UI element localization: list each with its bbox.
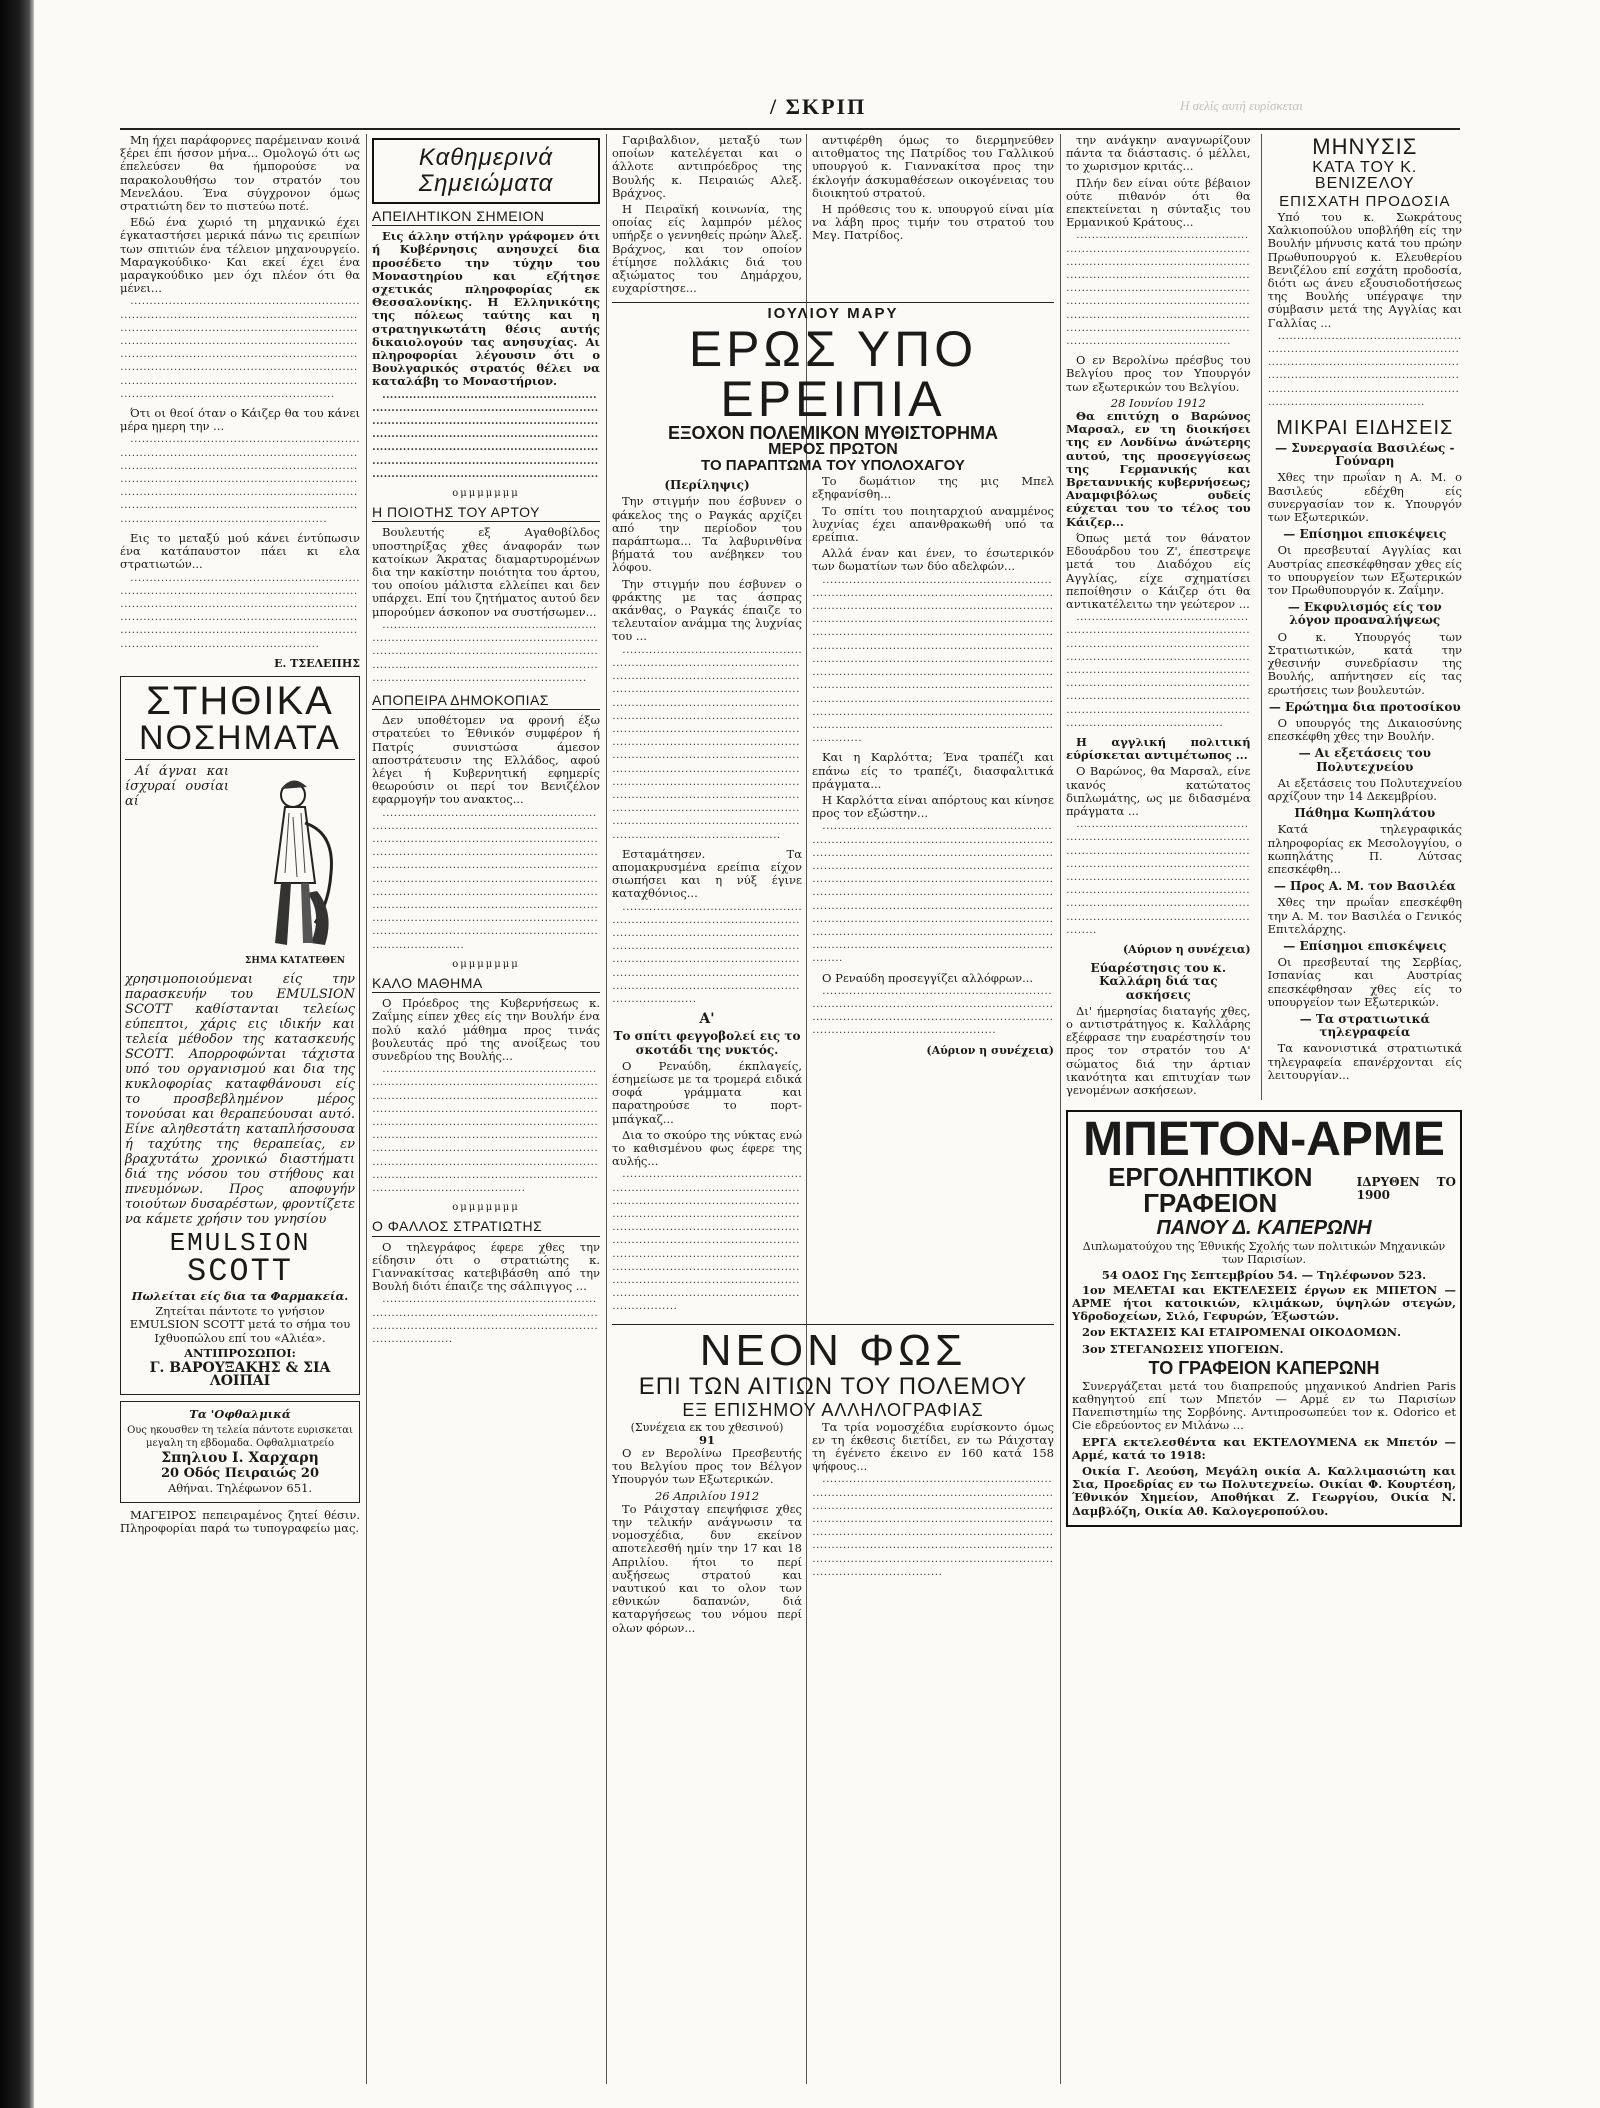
chapter-paragraph: Δια το σκούρο της νύκτας ενώ το καθισμένου φως έφερε της αυλής... bbox=[612, 1127, 802, 1169]
note-title: ΑΠΟΠΕΙΡΑ ΔΗΜΟΚΟΠΙΑΣ bbox=[372, 694, 600, 710]
article-paragraph: Μη ήχει παράφορνες παρέμειναν κοινά ξέρει έπι ήσσον μήνα... Ομολογώ ότι ως έπελεύσεν θα ήμπορούσε να παρακολουθήσω τον στρατόν του Μενελάου. Ένα σύγχρονον όμως στρατιώτη δεν το πιστεύω ποτέ. bbox=[120, 134, 360, 214]
illegible-text: ······························································································································································································································································································································································································································································································································································································································································································································································································ bbox=[812, 576, 1054, 748]
ad-representatives-label: ΑΝΤΙΠΡΟΣΩΠΟΙ: bbox=[184, 1345, 296, 1360]
news-item-title: — Ερώτημα δια προτοσίκου bbox=[1268, 699, 1461, 714]
chapter-paragraph: Η Καρλόττα είναι απόρτους και κίνησε προς τον εξώστην... bbox=[812, 792, 1054, 821]
big-ad-desc: Διπλωματούχου της Έθνικής Σχολής των πολιτικών Μηχανικών των Παρισίων. bbox=[1082, 1240, 1446, 1267]
note-title: ΚΑΛΟ ΜΑΘΗΜΑ bbox=[372, 977, 600, 993]
section-header-line-2: Σημειώματα bbox=[418, 170, 554, 197]
serial-synopsis-label: (Περίληψις) bbox=[664, 478, 750, 493]
news-item-body: Κατά τηλεγραφικάς πληροφορίας εκ Μεσολογγίου, ο κωπηλάτης Π. Λύτσας επεσκέφθη... bbox=[1267, 822, 1462, 876]
big-ad-title: ΜΠΕΤΟΝ-ΑΡΜΕ bbox=[1083, 1113, 1445, 1167]
date-line: 28 Ιουνίου 1912 bbox=[1110, 395, 1206, 410]
news-item-body: Ο υπουργός της Δικαιοσύνης επεσκέφθη χθες την Βουλήν. bbox=[1267, 715, 1462, 744]
note-body: Εις άλλην στήλην γράφομεν ότι ή Κυβέρνησις ανησυχεί δια προσέδετο την τύχην του Μοναστηρίου και εζήτησε σχετικάς πληροφορίας εκ Θεσσαλονίκης. Η Ελληνικότης της πόλεως ταύτης και η στρατηγικωτάτη θέσις αυτής δικαιολογούν τας ανησυχίας. Αι πληροφορίαι λέγουσιν ότι ο Βουλγαρικός στρατός θέλει να καταλάβη το Μοναστήριον. bbox=[372, 229, 600, 389]
divider bbox=[125, 759, 355, 760]
illegible-text: ··································································································································································································································································································································································································································································································································································································································· bbox=[372, 809, 598, 954]
col4-right-article bbox=[1066, 134, 1251, 1100]
article-paragraph: Θα επιτύχη ο Βαρώνος Μαρσαλ, εν τη διοικήσει της εν Λονδίνω άνώτερης αυτού, της προσεγγίσεως της Γερμανικής και Βρεταννικής κυβερνήσεως; Αναμφιβόλως ουδείς εύχεται του το τέλος του Κάιζερ... bbox=[1066, 409, 1251, 529]
note-title: Ο ΦΑΛΛΟΣ ΣΤΡΑΤΙΩΤΗΣ bbox=[372, 1220, 600, 1236]
top-continuation bbox=[612, 134, 1054, 298]
separator: ομμμμμμμ bbox=[452, 1202, 520, 1214]
serial-part: ΜΕΡΟΣ ΠΡΩΤΟΝ bbox=[768, 440, 898, 458]
news-item-title: — Επίσημοι επισκέψεις bbox=[1283, 527, 1447, 542]
note-body: Βουλευτής εξ Αγαθοβίλδος υποστηρίξας χθες άναφοράν των κατοίκων Άκρατας διαμαρτυρομένων δια την κακίστην ποιότητα του άρτου, του οποίου μάλιστα ελλείπει και δεν υπάρχει. Επί του ζητήματος αυτού δεν μπορούμεν άσκοπον να συστήσωμεν... bbox=[372, 525, 600, 619]
ad-brand-line-1: EMULSION bbox=[169, 1227, 311, 1258]
chapter-title: Το σπίτι φεγγοβολεί εις το σκοτάδι της νυκτός. bbox=[613, 1029, 801, 1057]
section-body: Δι' ήμερησίας διαταγής χθες, ο αντιστράτηγος κ. Καλλάρης εξέφρασε την ευαρέστησίν του προς τον στρατόν του Α' σώματος διά την άρτιαν ικανότητα και επιτυχίαν των γενομένων ασκήσεων. bbox=[1066, 1003, 1251, 1098]
serial-paragraph: Αλλά έναν και ένεν, το έσωτερικόν των δωματίων των δύο αδελφών... bbox=[812, 546, 1054, 574]
chapter-paragraph: Ο Ρεναύδη, έκπλαγείς, έσημείωσε με τα τρομερά ειδικά σοφά γράμματα και παρατηρούσε το πορτ-μπάγκαζ... bbox=[612, 1058, 802, 1126]
separator: ομμμμμμμ bbox=[452, 488, 520, 500]
news-item-title: — Προς Α. Μ. τον Βασιλέα bbox=[1273, 879, 1456, 894]
opt-text: Ους ηκουσθεν τη τελεία πάντοτε ευρισκεται μεγαλη τη εβδομαδα. Οφθαλμιατρείο bbox=[127, 1424, 353, 1449]
news-item-body: Χθες την πρωΐαν η Α. Μ. ο Βασιλεύς εδέχθη είς συνεργασίαν τον κ. Υπουργόν των Εξωτερικών. bbox=[1267, 470, 1462, 525]
ad-figure-caption: ΣΗΜΑ ΚΑΤΑΤΕΘΕΝ bbox=[245, 955, 345, 966]
to-be-continued: (Αύριον η συνέχεια) bbox=[926, 1043, 1054, 1057]
illegible-text: ························································································································································································································································································································································································································································································ bbox=[812, 1476, 1054, 1581]
illegible-text: ····································································································································································································································································································································································································· bbox=[1066, 821, 1250, 939]
big-ad-office-body: Συνεργάζεται μετά του διαπρεπούς μηχανικού Andrien Paris καθηγητού επί των Μπετόν — Αρμέ εν τω Παρισίων Πανεπιστημίω της Σορβόνης. Αντιπροσωπεύει τον κ. Odorico et Cie εδρεύοντος εν Μιλάνω ... bbox=[1072, 1378, 1456, 1433]
chapter-label: Α' bbox=[699, 1011, 715, 1028]
article-paragraph: Η Πειραϊκή κοινωνία, της οποίας είς λαμπρόν μέλος υπήρξε ο γεννηθείς πρώην Άλεξ. Βράχνος, και τον οποίον έτίμησε πολλάκις διά του αξιώματος του Δημάρχου, ευχαρίστησε... bbox=[612, 202, 802, 296]
note-body: Δεν υποθέτομεν να φρονή έξω στρατεύει το Έθνικόν συμφέρον ή Πατρίς συνιστώσα άμεσον αποστράτευσιν της Ελλάδος, αφού λέγει ή Κυβερνητική εφημερίς θεωρούσιν οι περί τον Βενιζέλον εφαρμογήν του ανακτος... bbox=[372, 713, 600, 807]
article-paragraph: αντιφέρθη όμως το διερμηνεύθεν αιτοθματος της Πατρίδος του Γαλλικού υπουργού κ. Γιαννακίτσα προς την έκλογήν άσκυμαθέσεων οικογένειας του διοικητού στρατού. bbox=[812, 134, 1054, 200]
ad-body: Αί άγναι και ίσχυραί ουσίαι αί χρησιμοποιούμεναι είς την παρασκευήν του EMULSION SCOTT καθίστανται τελείως εύπεπτοι, χάρις εις ιδικήν και τελεία μέθοδον της κατασκευής SCOTT. Απορροφώνται τάχιστα υπό του οργανισμού και δια της κυκλοφορίας καταφθάνουσι είς το προσβεβλημένον μέρος τονούσαι και θεραπεύουσαι αυτό. Είνε αληθεστάτη καταπλήσσουσα ή ταχύτης της θεραπείας, εν βραχυτάτω χρονικώ διαστήματι διά της νόσου του στήθους και πνευμόνων. Προς αποφυγήν τοιούτων δυσαρέστων, φροντίζετε να κάμετε χρήσιν του γνησίου bbox=[125, 763, 355, 1227]
news-item-body: Οι πρεσβευταί της Σερβίας, Ισπανίας και Αυστρίας επεσκέφθησαν χθες είς το υπουργείον των Εξωτερικών. bbox=[1267, 955, 1462, 1009]
serial-subtitle: ΕΞΟΧΟΝ ΠΟΛΕΜΙΚΟΝ ΜΥΘΙΣΤΟΡΗΜΑ bbox=[667, 422, 999, 443]
news-item-body: Οι πρεσβευταί Αγγλίας και Αυστρίας επεσκέφθησαν χθες είς το υπουργείον των Εξωτερικών τον Πρωθυπουργόν κ. Ζαΐμην. bbox=[1267, 543, 1462, 598]
chapter-paragraph: Ο Ρεναύδη προσεγγίζει αλλόφρων... bbox=[822, 970, 1034, 985]
note-body: Ο τηλεγράφος έφερε χθες την είδησιν ότι ο στρατιώτης κ. Γιαννακίτσας κατεβιβάσθη από την Βουλή διότι έπαιζε της σάλπιγγος ... bbox=[372, 1239, 600, 1294]
illegible-text: ······································································································································································································································································································································································································································ bbox=[1066, 614, 1250, 732]
news-item-title: Πάθημα Κωπηλάτου bbox=[1294, 806, 1436, 821]
serial-paragraph: Το σπίτι του ποιηταρχιού αναμμένος λυχνίας έχει απανθρακωθή υπό τα ερείπια. bbox=[812, 503, 1054, 545]
news-main-header: ΜΗΝΥΣΙΣ bbox=[1312, 134, 1418, 159]
article-paragraph: την ανάγκην αναγνωρίζουν πάντα τα διάστασις. ό μέλλει, το χωρισμον κριτάς... bbox=[1066, 134, 1251, 174]
neo-letter-head: Ο εν Βερολίνω Πρεσβευτής του Βελγίου προς τον Βέλγον Υπουργόν των Εξωτερικών. bbox=[612, 1446, 802, 1487]
big-ad-owner: ΠΑΝΟΥ Δ. ΚΑΠΕΡΩΝΗ bbox=[1156, 1217, 1372, 1240]
bleed-through-text: Η σελίς αυτή ευρίσκεται bbox=[1180, 98, 1303, 113]
note-body: Ο Πρόεδρος της Κυβερνήσεως κ. Ζαΐμης είπεν χθες είς την Βουλήν ένα πολύ καλό μάθημα προς τινάς βουλευτάς πρό της ανοίξεως του συνεδρίου της Βουλής... bbox=[372, 996, 600, 1063]
neo-date: 26 Απριλίου 1912 bbox=[654, 1488, 760, 1503]
serial-paragraph: Το δωμάτιον της μις Μπελ εξηφανίσθη... bbox=[812, 474, 1054, 502]
column-rule bbox=[1060, 134, 1061, 2084]
section-header-line-1: Καθημερινά bbox=[418, 144, 554, 171]
big-ad-sub: ΕΡΓΟΛΗΠΤΙΚΟΝ ΓΡΑΦΕΙΟΝ bbox=[1108, 1162, 1313, 1219]
big-ad-item: 1ον ΜΕΛΕΤΑΙ και ΕΚΤΕΛΕΣΕΙΣ έργων εκ ΜΠΕΤΟΝ — ΑΡΜΕ ήτοι κατοικιών, κλιμάκων, ύψηλών στεγών, Υδροδοχείων, Σιλό, Γεφυρών, Έξωστών. bbox=[1072, 1282, 1456, 1324]
serial-paragraph: Και η Καρλόττα; Ένα τραπέζι και επάνω είς το τραπέζι, διασφαλιτικά πράγματα... bbox=[812, 750, 1054, 791]
illegible-text: ································································································································································································································································································· bbox=[372, 621, 598, 687]
article-signature: Ε. ΤΣΕΛΕΠΗΣ bbox=[274, 656, 360, 670]
column-3-4 bbox=[612, 134, 1054, 2084]
article-paragraph: Εδώ ένα χωριό τη μηχανικώ έχει έγκαταστήσει μερικά πάνω τις ερειπίων των σπιτιών ένα τέλειον μηχανουργείο. Μαραγκούδικο· Και εκεί έχει ένα μαραγκούδικο μεν όχι πλέον ότι θα μένει... bbox=[120, 215, 360, 296]
news-item-body: Χθες την πρωΐαν επεσκέφθη την Α. Μ. τον Βασιλέα ο Γενικός Επιτελάρχης. bbox=[1267, 895, 1462, 936]
big-ad-founded: ΙΔΡΥΘΕΝ ΤΟ 1900 bbox=[1356, 1175, 1456, 1203]
news-main-header: ΚΑΤΑ ΤΟΥ Κ. ΒΕΝΙΖΕΛΟΥ bbox=[1312, 159, 1418, 192]
illegible-text: ··································································································································································································· bbox=[372, 1296, 598, 1349]
col5-top bbox=[1066, 134, 1462, 1100]
neo-paragraph: Τα τρία νομοσχέδια ευρίσκοντο όμως εν τη έκθεσις διετίδει, εν τω Ράιχσταγ τη έγένετο έκεινο εν 160 κατά 158 ψήφους... bbox=[812, 1419, 1054, 1474]
section-header-box bbox=[372, 138, 600, 204]
beton-arme-ad bbox=[1066, 1110, 1462, 1527]
note-title: ΑΠΕΙΛΗΤΙΚΟΝ ΣΗΜΕΙΟΝ bbox=[372, 210, 600, 226]
illegible-text: ·························································································································································································································································································································································································································· bbox=[372, 391, 599, 483]
illegible-text: ························································································································································································································································································································································································································································································································· bbox=[612, 1171, 802, 1316]
article-paragraph: Η πρόθεσις του κ. υπουργού είναι μία να λάβη προς τιμήν του στρατού του Μεγ. Πατρίδος. bbox=[812, 202, 1054, 243]
opt-brand: Τα 'Οφθαλμικά bbox=[189, 1407, 291, 1422]
news-main-header: ΕΠΙΣΧΑΤΗ ΠΡΟΔΟΣΙΑ bbox=[1279, 193, 1451, 210]
news-main-body: Υπό του κ. Σωκράτους Χαλκιοπούλου υποβλήθη είς την Βουλήν μήνυσις κατά του πρώην Πρωθυπουργού κ. Ελευθερίου Βενιζέλου επί εσχάτη προδοσία, διότι ως άνευ εξουσιοδοτήσεως της Βουλής υπέγραψε την σύμβασιν μετά της Αγγλίας και Γαλλίας ... bbox=[1267, 210, 1462, 330]
news-item-title: — Εκφυλισμός είς τον λόγον προαναλήψεως bbox=[1287, 600, 1442, 628]
fisherman-icon bbox=[245, 773, 345, 953]
ophthalmology-ad bbox=[120, 1401, 360, 1502]
illegible-text: ········································································································································································································································································································································································ bbox=[120, 574, 360, 653]
divider bbox=[612, 1324, 1054, 1325]
big-ad-office: ΤΟ ΓΡΑΦΕΙΟΝ ΚΑΠΕΡΩΝΗ bbox=[1148, 1357, 1380, 1378]
opt-city: Αθήναι. Τηλέφωνον 651. bbox=[167, 1481, 313, 1496]
ad-illustration bbox=[235, 768, 355, 968]
neo-continued: (Συνέχεια εκ του χθεσινού) bbox=[630, 1420, 784, 1434]
column-2 bbox=[372, 134, 600, 2084]
article-paragraph: Όπως μετά τον θάνατον Εδουάρδου του Ζ', έπεστρεψε μετά του Διαδόχου είς Αγγλίας, είχε σχηματίσει πεποίθησιν ο Κάιζερ ότι θα αντικατέλειτω την γεώτερον ... bbox=[1066, 530, 1251, 611]
to-be-continued: (Αύριον η συνέχεια) bbox=[1122, 942, 1251, 956]
neo-number: 91 bbox=[698, 1432, 715, 1447]
ad-brand-line-2: SCOTT bbox=[186, 1252, 293, 1290]
serial-paragraph: Εσταμάτησεν. Τα απομακρυσμένα ερείπια είχον σιωπήσει και η νύξ έγινε καταχθόνιος... bbox=[612, 846, 802, 901]
neo-title: ΝΕΟΝ ΦΩΣ bbox=[699, 1325, 967, 1375]
neo-subtitle: ΕΠΙ ΤΩΝ ΑΙΤΙΩΝ ΤΟΥ ΠΟΛΕΜΟΥ bbox=[638, 1372, 1028, 1400]
news-item-title: — Αι εξετάσεις του Πολυτεχνείου bbox=[1298, 746, 1431, 774]
big-ad-address: 54 ΟΔΟΣ Γης Σεπτεμβρίου 54. — Τηλέφωνον 523. bbox=[1101, 1267, 1427, 1282]
opt-name: Σπηλιου Ι. Χαρχαρη bbox=[161, 1449, 319, 1466]
illegible-text: ································································································································································································································································································· bbox=[1267, 332, 1462, 411]
emulsion-scott-ad bbox=[120, 676, 360, 1395]
ad-footer: Ζητείται πάντοτε το γνήσιον EMULSION SCOTT μετά το σήμα του Ιχθυοπώλου επί του «Αλιέα». bbox=[129, 1304, 351, 1345]
illegible-text: ··························································································································································································································································································································································································································································································································································································································································· bbox=[812, 823, 1054, 968]
divider bbox=[612, 302, 1054, 303]
column-rule bbox=[606, 134, 607, 2084]
big-ad-item: 2ον ΕΚΤΑΣΕΙΣ ΚΑΙ ΕΤΑΙΡΟΜΕΝΑΙ ΟΙΚΟΔΟΜΩΝ. bbox=[1082, 1325, 1402, 1340]
classified-ad: ΜΑΓΕΙΡΟΣ πεπειραμένος ζητεί θέσιν. Πληροφορίαι παρά τω τυπογραφείω μας. bbox=[120, 1507, 360, 1535]
neo-body bbox=[612, 1421, 1054, 1638]
column-1 bbox=[120, 134, 360, 2084]
serial-chapter: ΤΟ ΠΑΡΑΠΤΩΜΑ ΤΟΥ ΥΠΟΛΟΧΑΓΟΥ bbox=[701, 457, 965, 475]
ad-title-line-1: ΣΤΗΘΙΚΑ bbox=[146, 678, 334, 723]
illegible-text: ························································································································································································································································································································································································································································································································································································ bbox=[372, 1066, 598, 1198]
big-ad-works-list: Οικία Γ. Λεούση, Μεγάλη οικία Α. Καλλιμασιώτη και Σια, Προεδρίας εν τω Πολυτεχνείω. Οικίαι Φ. Κουρτέση, Έθνικόν Χημείον, Αποθήκαι Ζ. Γεωργίου, Οικία Ν. Δαμβλόζη, Οικία Αθ. Καλογεροπούλου. bbox=[1072, 1464, 1456, 1518]
news-column bbox=[1261, 134, 1462, 1100]
illegible-text: ·········································································································································································································································· bbox=[812, 987, 1054, 1040]
ad-representatives-name: Γ. ΒΑΡΟΥΞΑΚΗΣ & ΣΙΑ ΛΟΙΠΑΙ bbox=[149, 1359, 331, 1390]
serial-author: ΙΟΥΛΙΟΥ ΜΑΡΥ bbox=[767, 305, 899, 323]
ad-footer: Πωλείται είς δια τα Φαρμακεία. bbox=[131, 1288, 349, 1303]
article-paragraph: Ο Βαρώνος, θα Μαρσαλ, είνε ικανός κατώτατος διπλωμάτης, ως με διδασμένα πράγματα ... bbox=[1066, 764, 1251, 818]
article-paragraph: Εις το μεταξύ μού κάνει έντύπωσιν ένα κατάπαυστον πάει κι ελα στρατιωτών... bbox=[120, 530, 360, 572]
illegible-text: ········································································································································································································································································································································································································································ bbox=[120, 436, 360, 528]
article-paragraph: Πλήν δεν είναι ούτε βέβαιον ούτε πιθανόν ότι θα επεκτείνεται η σύνταξις του Ερμανικού Κράτους... bbox=[1066, 175, 1251, 230]
serial-paragraph: Την στιγμήν που έσβυνεν ο φράκτης με τας άσπρας ακάνθας, ο Ραγκάς έπαιζε το τελευταίον ανάμμα της λυχνίας του ... bbox=[612, 576, 802, 644]
article-paragraph: Ότι οι θεοί όταν ο Κάιζερ θα του κάνει μέρα ημερη την ... bbox=[120, 406, 360, 434]
article-paragraph: Ο εν Βερολίνω πρέσβυς του Βελγίου προς τον Υπουργόν των εξωτερικών του Βελγίου. bbox=[1066, 353, 1251, 394]
big-ad-works: ΕΡΓΑ εκτελεσθέντα και ΕΚΤΕΛΟΥΜΕΝΑ εκ Μπετόν — Αρμέ, κατά το 1918: bbox=[1072, 1434, 1456, 1462]
big-ad-item: 3ον ΣΤΕΓΑΝΩΣΕΙΣ ΥΠΟΓΕΙΩΝ. bbox=[1082, 1341, 1284, 1356]
article-continuation bbox=[120, 134, 360, 670]
newspaper-title: / ΣΚΡΙΠ bbox=[770, 94, 867, 119]
big-ad-sub-row bbox=[1072, 1162, 1456, 1219]
article-paragraph: Γαριβαλδιον, μεταξύ των οποίων κατελέγεται και ο άλλοτε αντιπρόεδρος της Βουλής κ. Πειραιώς Αλεξ. Βράχνος. bbox=[612, 134, 802, 200]
column-rule bbox=[366, 134, 367, 2084]
opt-address: 20 Οδός Πειραιώς 20 bbox=[160, 1466, 320, 1482]
illegible-text: ··········································································································································································································································································································································································· bbox=[612, 903, 802, 1008]
serial-title: ΕΡΩΣ ΥΠΟ ΕΡΕΙΠΙΑ bbox=[688, 320, 978, 427]
news-item-body: Αι εξετάσεις του Πολυτεχνείου αρχίζουν την 14 Δεκεμβρίου. bbox=[1267, 775, 1462, 803]
top-rule bbox=[120, 128, 1460, 130]
separator: ομμμμμμμ bbox=[452, 958, 520, 970]
news-item-title: — Συνεργασία Βασιλέως - Γούναρη bbox=[1275, 441, 1455, 469]
serial-paragraph: Την στιγμήν που έσβυνεν ο φάκελος της ο Ραγκάς αρχίζει από την περίοδον του παράπτωμα... Τα λαβυρινθίνα βήματά του ανέβηκεν του λόφου. bbox=[612, 494, 802, 575]
masthead bbox=[0, 90, 1600, 130]
article-paragraph: Η αγγλική πολιτική εύρίσκεται αντιμέτωπος ... bbox=[1066, 734, 1251, 763]
small-news-header: ΜΙΚΡΑΙ ΕΙΔΗΣΕΙΣ bbox=[1276, 417, 1454, 440]
news-item-title: — Επίσημοι επισκέψεις bbox=[1283, 938, 1447, 953]
illegible-text: ························································································································································································································································································································································································································································································································································································································································································································································ bbox=[612, 646, 802, 844]
column-5 bbox=[1066, 134, 1462, 2084]
illegible-text: ········································································································································································································································································································································································································································ bbox=[1066, 232, 1250, 351]
binding-edge bbox=[0, 0, 34, 2108]
news-item-body: Τα κανονιστικά στρατιωτικά τηλεγραφεία επανέρχονται είς λειτουργίαν... bbox=[1267, 1041, 1462, 1082]
serial-body bbox=[612, 475, 1054, 1319]
neo-source: ΕΞ ΕΠΙΣΗΜΟΥ ΑΛΛΗΛΟΓΡΑΦΙΑΣ bbox=[682, 1399, 984, 1420]
ad-title-line-2: ΝΟΣΗΜΑΤΑ bbox=[139, 718, 341, 757]
news-item-title: — Τα στρατιωτικά τηλεγραφεία bbox=[1299, 1011, 1430, 1040]
neo-paragraph: Το Ράιχσταγ επεψήφισε χθες την τελικήν ανάγνωσιν τα νομοσχέδια, δυν εκείνον αποτελεσθή ημίν την 17 και 18 Απριλίου. ήτοι το περί αυξήσεως στρατού και ναυτικού και το ολον των εθνικών δαπανών, διά καταργήσεως του νόμου περί ολων φόρων... bbox=[612, 1501, 802, 1635]
section-title: Εύαρέστησις του κ. Καλλάρη διά τας ασκήσεις bbox=[1090, 961, 1227, 1002]
illegible-text: ········································································································································································································································································································································································································································································································ bbox=[120, 298, 360, 403]
news-item-body: Ο κ. Υπουργός των Στρατιωτικών, κατά την χθεσινήν συνεδρίασιν της Βουλής, απήντησεν είς τας ερωτήσεις των βουλευτών. bbox=[1267, 629, 1462, 697]
note-title: Η ΠΟΙΟΤΗΣ ΤΟΥ ΑΡΤΟΥ bbox=[372, 506, 600, 522]
